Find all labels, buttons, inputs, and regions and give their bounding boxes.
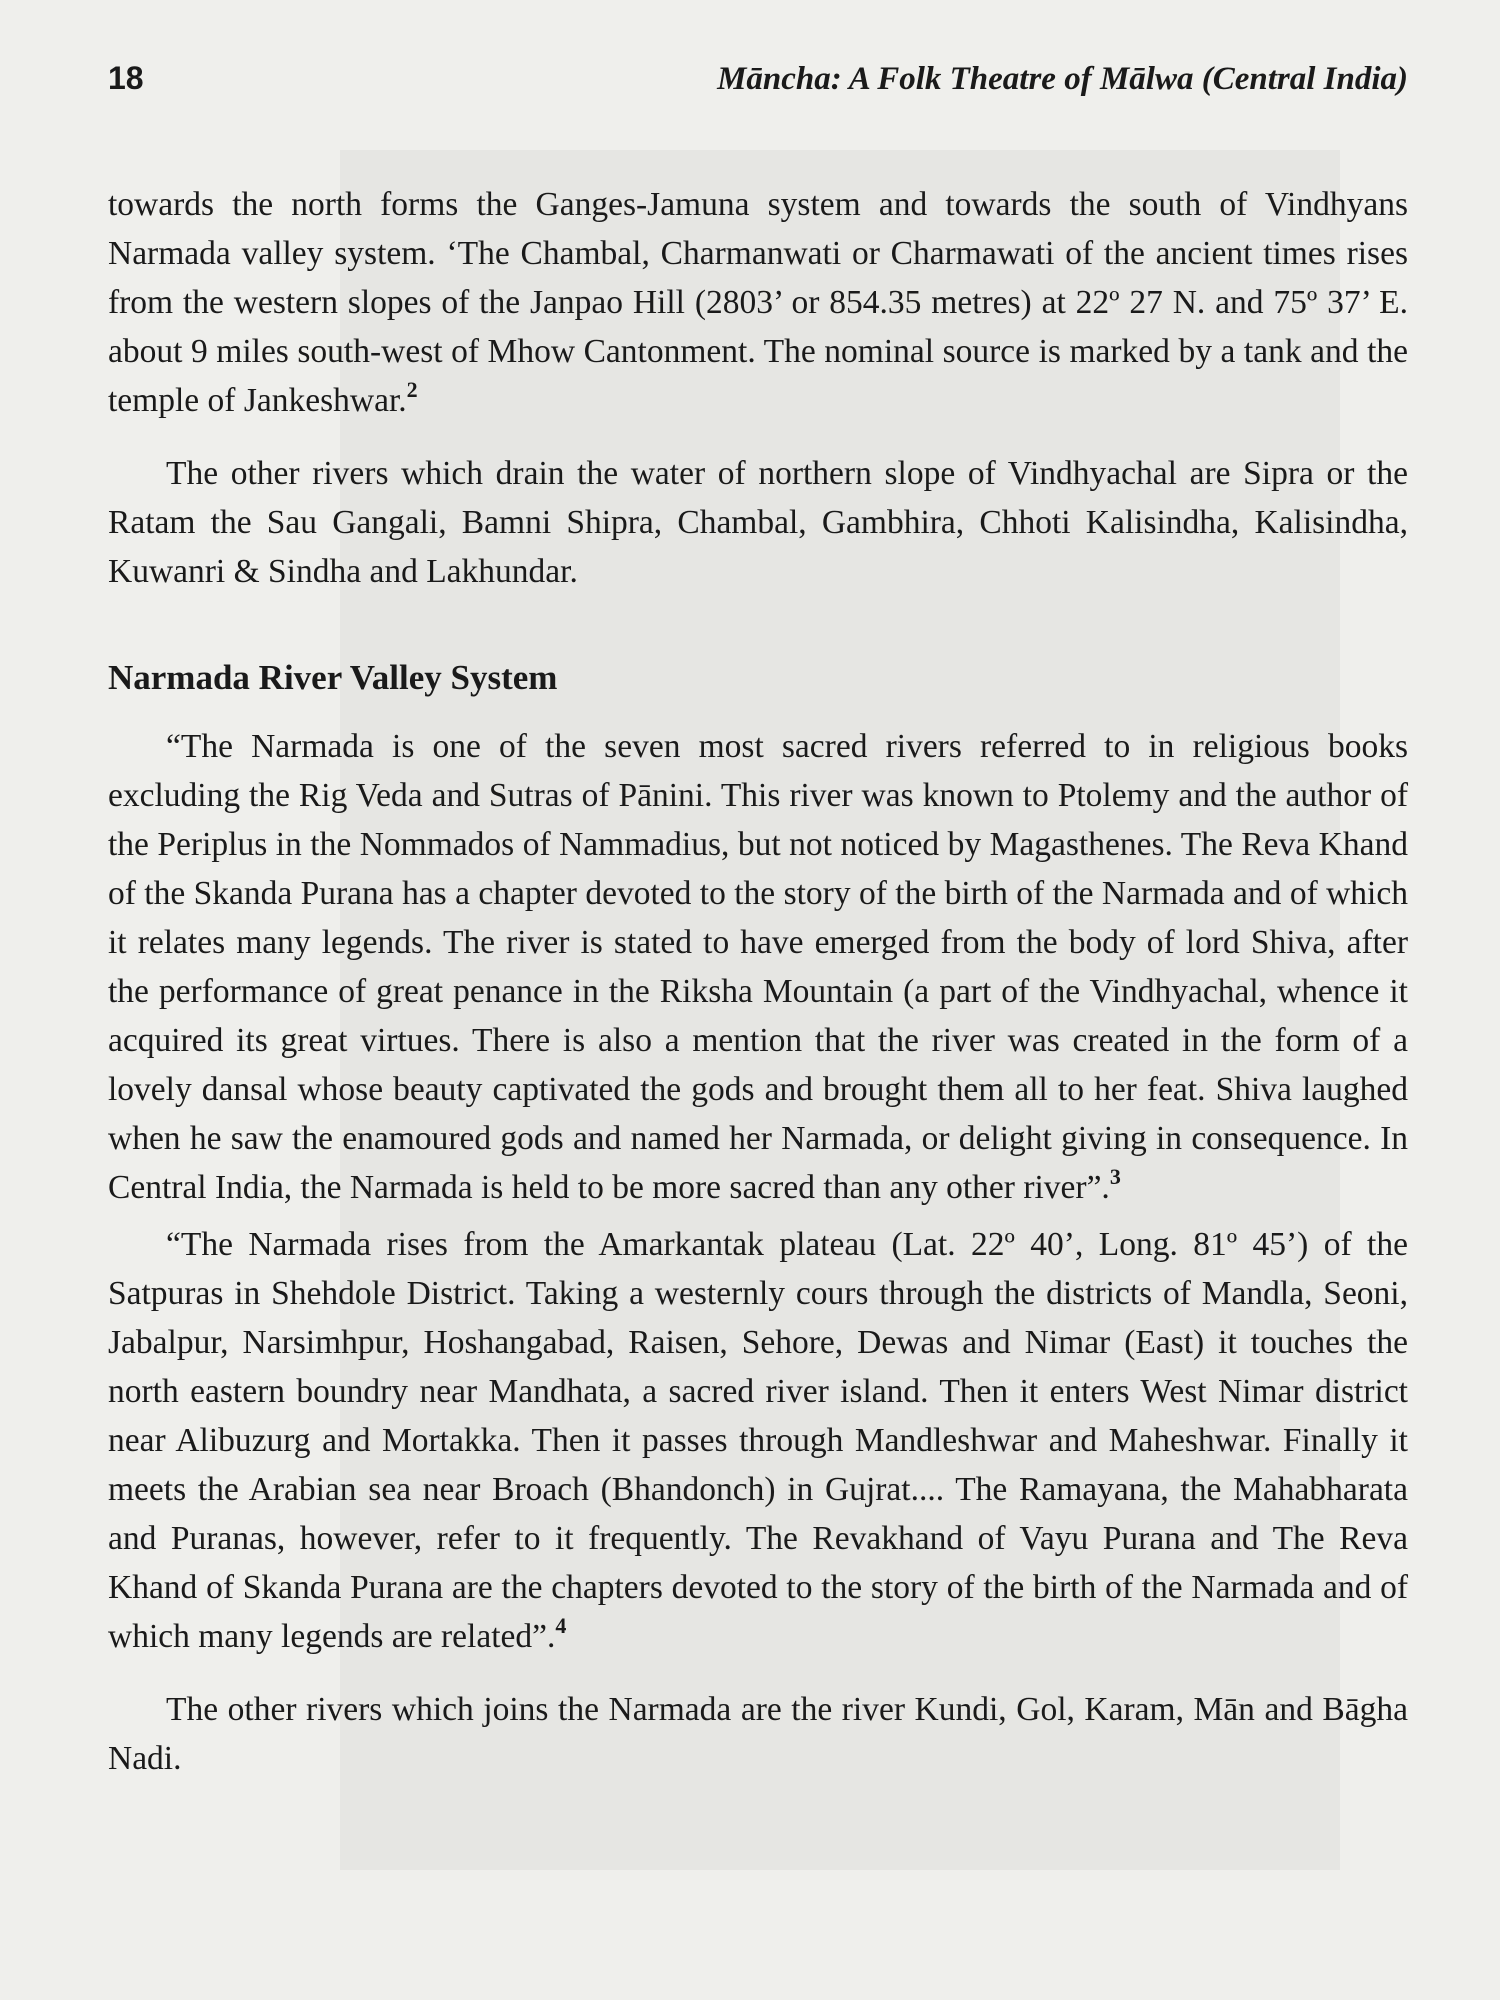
footnote-marker: 2 [406, 377, 418, 402]
paragraph-text: “The Narmada is one of the seven most sacred rivers referred to in religious books excluding the Rig Veda and Sutras of Pānini. This river was known to Ptolemy and the author of the Periplus in the Nommados of Nammadius, but not noticed by Magasthenes. The Reva Khand of the Skanda Purana has a chapter devoted to the story of the birth of the Narmada and of which it relates many legends. The river is stated to have emerged from the body of lord Shiva, after the performance of great penance in the Riksha Mountain (a part of the Vindhyachal, whence it acquired its great virtues. There is also a mention that the river was created in the form of a lovely dansal whose beauty captivated the gods and brought them all to her feat. Shiva laughed when he saw the enamoured gods and named her Narmada, or delight giving in consequence. In Central India, the Narmada is held to be more sacred than any other river”. [108, 728, 1408, 1206]
paragraph-narmada-sacred [108, 722, 1408, 1212]
paragraph-narmada-course [108, 1220, 1408, 1661]
book-page [108, 60, 1408, 1783]
paragraph-chambal-source [108, 180, 1408, 425]
paragraph-text: “The Narmada rises from the Amarkantak plateau (Lat. 22º 40’, Long. 81º 45’) of the Satpuras in Shehdole District. Taking a westernly cours through the districts of Mandla, Seoni, Jabalpur, Narsimhpur, Hoshangabad, Raisen, Sehore, Dewas and Nimar (East) it touches the north eastern boundry near Mandhata, a sacred river island. Then it enters West Nimar district near Alibuzurg and Mortakka. Then it passes through Mandleshwar and Maheshwar. Finally it meets the Arabian sea near Broach (Bhandonch) in Gujrat.... The Ramayana, the Mahabharata and Puranas, however, refer to it frequently. The Revakhand of Vayu Purana and The Reva Khand of Skanda Purana are the chapters devoted to the story of the birth of the Narmada and of which many legends are related”. [108, 1226, 1408, 1655]
paragraph-other-rivers-north: The other rivers which drain the water of northern slope of Vindhyachal are Sipra or the Ratam the Sau Gangali, Bamni Shipra, Chambal, Gambhira, Chhoti Kalisindha, Kalisindha, Kuwanri & Sindha and Lakhundar. [108, 455, 1408, 590]
paragraph-narmada-tributaries: The other rivers which joins the Narmada are the river Kundi, Gol, Karam, Mān and Bāgha Nadi. [108, 1691, 1408, 1777]
footnote-marker: 4 [555, 1613, 567, 1638]
footnote-marker: 3 [1109, 1164, 1121, 1189]
body-text [108, 180, 1408, 1783]
section-heading: Narmada River Valley System [108, 658, 558, 697]
running-head [108, 60, 1408, 120]
paragraph-text: towards the north forms the Ganges-Jamuna system and towards the south of Vindhyans Narmada valley system. ‘The Chambal, Charmanwati or Charmawati of the ancient times rises from the western slopes of the Janpao Hill (2803’ or 854.35 metres) at 22º 27 N. and 75º 37’ E. about 9 miles south-west of Mhow Cantonment. The nominal source is marked by a tank and the temple of Jankeshwar. [108, 186, 1408, 419]
book-title: Māncha: A Folk Theatre of Mālwa (Central India) [717, 61, 1408, 97]
page-number: 18 [108, 60, 144, 96]
